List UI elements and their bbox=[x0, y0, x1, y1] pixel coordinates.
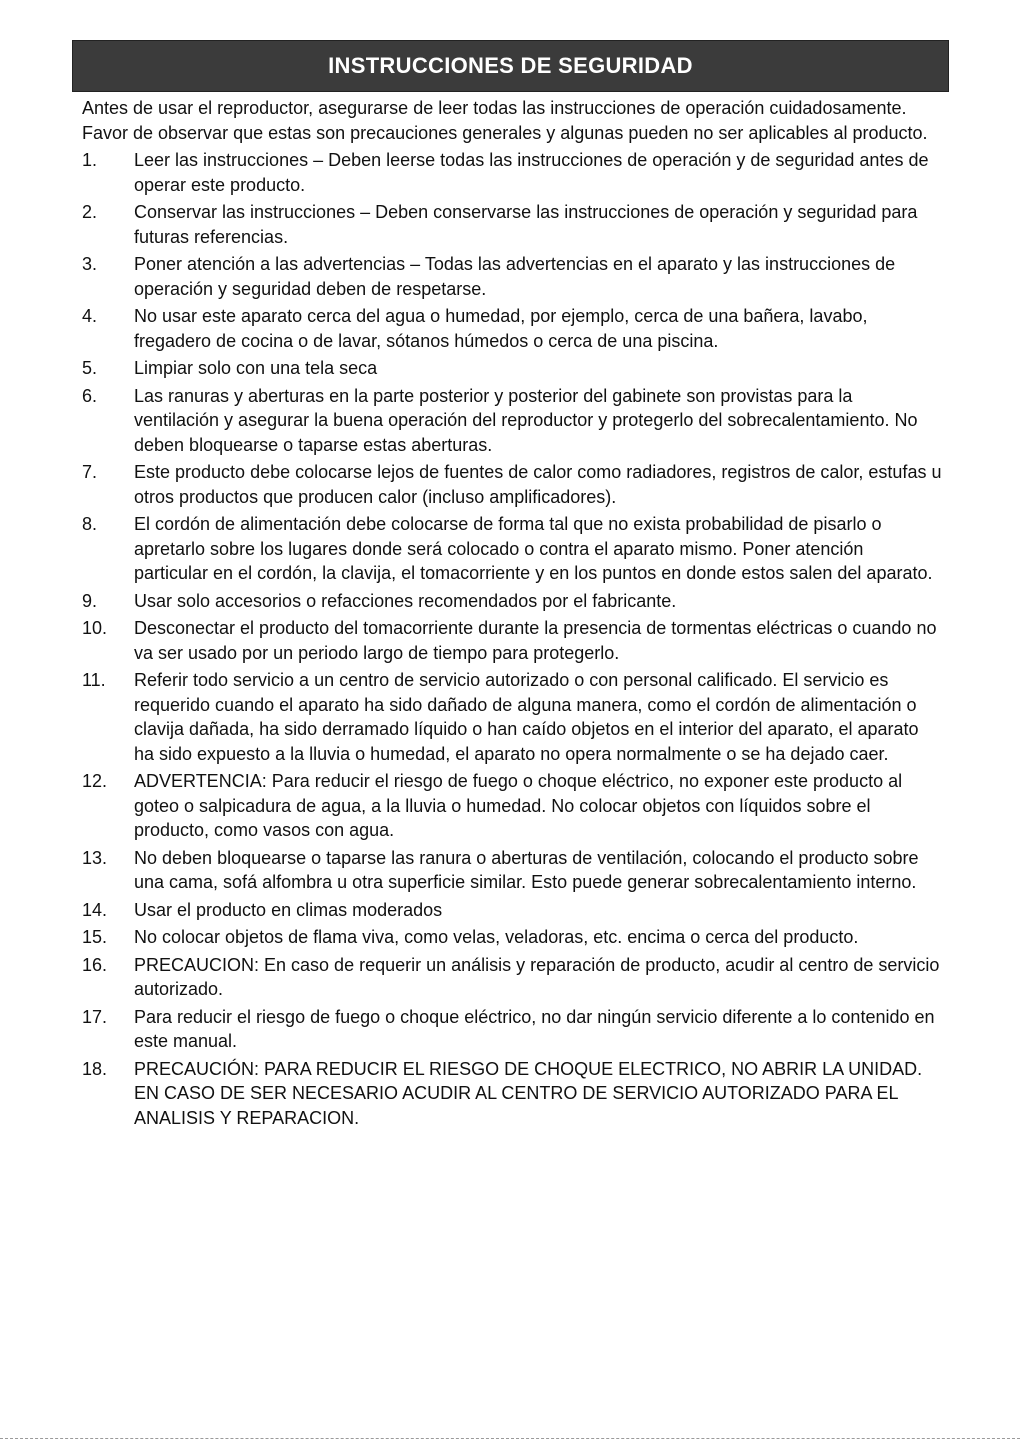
list-item-number: 9. bbox=[82, 590, 98, 611]
list-item-text: PRECAUCIÓN: PARA REDUCIR EL RIESGO DE CHOQUE ELECTRICO, NO ABRIR LA UNIDAD. EN CASO DE SER NECESARIO ACUDIR AL CENTRO DE SERVICIO AUTORIZADO PARA EL ANALISIS Y REPARACION. bbox=[134, 1058, 923, 1128]
list-item bbox=[82, 616, 942, 665]
list-item bbox=[82, 512, 942, 586]
page-title: INSTRUCCIONES DE SEGURIDAD bbox=[328, 53, 693, 78]
list-item bbox=[82, 1005, 942, 1054]
list-item-text: Desconectar el producto del tomacorriente durante la presencia de tormentas eléctricas o cuando no va ser usado por un periodo largo de tiempo para protegerlo. bbox=[134, 618, 937, 663]
list-item-text: Usar el producto en climas moderados bbox=[134, 899, 443, 920]
list-item-number: 7. bbox=[82, 462, 98, 482]
document-body bbox=[82, 96, 942, 1133]
list-item-number: 2. bbox=[82, 202, 98, 222]
list-item-text: El cordón de alimentación debe colocarse de forma tal que no exista probabilidad de pisarlo o apretarlo sobre los lugares donde será colocado o contra el aparato mismo. Poner atención particular en el cordón, la clavija, el tomacorriente y en los puntos en donde estos salen del aparato. bbox=[134, 514, 933, 583]
list-item-text: ADVERTENCIA: Para reducir el riesgo de fuego o choque eléctrico, no exponer este producto al goteo o salpicadura de agua, a la lluvia o humedad. No colocar objetos con líquidos sobre el producto, como vasos con agua. bbox=[134, 771, 903, 840]
list-item bbox=[82, 384, 942, 458]
list-item-number: 5. bbox=[82, 358, 98, 378]
list-item-text: Poner atención a las advertencias – Todas las advertencias en el aparato y las instrucciones de operación y seguridad deben de respetarse. bbox=[134, 254, 896, 299]
list-item-text: Usar solo accesorios o refacciones recomendados por el fabricante. bbox=[134, 590, 677, 611]
intro-paragraph: Antes de usar el reproductor, asegurarse de leer todas las instrucciones de operación cuidadosamente. Favor de observar que estas son precauciones generales y algunas pueden no ser aplicables al producto. bbox=[82, 98, 928, 143]
list-item bbox=[82, 252, 942, 301]
list-item-text: PRECAUCION: En caso de requerir un análisis y reparación de producto, acudir al centro de servicio autorizado. bbox=[134, 954, 940, 999]
list-item-number: 17. bbox=[82, 1006, 108, 1027]
list-item-text: No usar este aparato cerca del agua o humedad, por ejemplo, cerca de una bañera, lavabo, fregadero de cocina o de lavar, sótanos húmedos o cerca de una piscina. bbox=[134, 306, 868, 351]
section-title-bar bbox=[72, 40, 949, 92]
list-item-number: 12. bbox=[82, 771, 108, 791]
list-item bbox=[82, 589, 942, 614]
instruction-list bbox=[82, 148, 942, 1130]
list-item-number: 1. bbox=[82, 150, 98, 170]
list-item-number: 14. bbox=[82, 899, 108, 920]
list-item-text: Limpiar solo con una tela seca bbox=[134, 358, 378, 378]
list-item-text: No colocar objetos de flama viva, como velas, veladoras, etc. encima o cerca del producto. bbox=[134, 927, 859, 947]
list-item bbox=[82, 200, 942, 249]
list-item bbox=[82, 953, 942, 1002]
list-item-number: 13. bbox=[82, 847, 108, 868]
list-item bbox=[82, 356, 942, 381]
list-item-text: Este producto debe colocarse lejos de fuentes de calor como radiadores, registros de calor, estufas u otros productos que producen calor (incluso amplificadores). bbox=[134, 462, 942, 507]
list-item-number: 18. bbox=[82, 1058, 108, 1079]
list-item-number: 6. bbox=[82, 385, 98, 406]
list-item-number: 3. bbox=[82, 254, 98, 274]
list-item bbox=[82, 668, 942, 766]
list-item-text: Para reducir el riesgo de fuego o choque eléctrico, no dar ningún servicio diferente a lo contenido en este manual. bbox=[134, 1006, 935, 1051]
list-item bbox=[82, 925, 942, 950]
list-item bbox=[82, 148, 942, 197]
list-item-text: Conservar las instrucciones – Deben conservarse las instrucciones de operación y seguridad para futuras referencias. bbox=[134, 202, 918, 247]
list-item-text: Las ranuras y aberturas en la parte posterior y posterior del gabinete son provistas para la ventilación y asegurar la buena operación del reproductor y protegerlo del sobrecalentamiento. No deben bloquearse o taparse estas aberturas. bbox=[134, 385, 918, 455]
list-item-text: No deben bloquearse o taparse las ranura o aberturas de ventilación, colocando el producto sobre una cama, sofá alfombra u otra superficie similar. Esto puede generar sobrecalentamiento interno. bbox=[134, 847, 919, 892]
list-item bbox=[82, 769, 942, 843]
list-item-number: 10. bbox=[82, 618, 108, 638]
list-item bbox=[82, 1057, 942, 1131]
list-item-text: Referir todo servicio a un centro de servicio autorizado o con personal calificado. El servicio es requerido cuando el aparato ha sido dañado de alguna manera, como el cordón de alimentación o clavija dañada, ha sido derramado líquido o han caído objetos en el interior del aparato, el aparato ha sido expuesto a la lluvia o humedad, el aparato no opera normalmente o se ha dejado caer. bbox=[134, 670, 919, 764]
list-item-number: 4. bbox=[82, 306, 98, 326]
list-item-number: 8. bbox=[82, 514, 98, 534]
list-item bbox=[82, 304, 942, 353]
list-item-number: 16. bbox=[82, 954, 108, 975]
list-item bbox=[82, 846, 942, 895]
list-item bbox=[82, 460, 942, 509]
list-item bbox=[82, 898, 942, 923]
list-item-number: 15. bbox=[82, 927, 108, 947]
page-bottom-rule bbox=[0, 1438, 1020, 1439]
list-item-number: 11. bbox=[82, 670, 106, 690]
list-item-text: Leer las instrucciones – Deben leerse todas las instrucciones de operación y de seguridad antes de operar este producto. bbox=[134, 150, 929, 195]
